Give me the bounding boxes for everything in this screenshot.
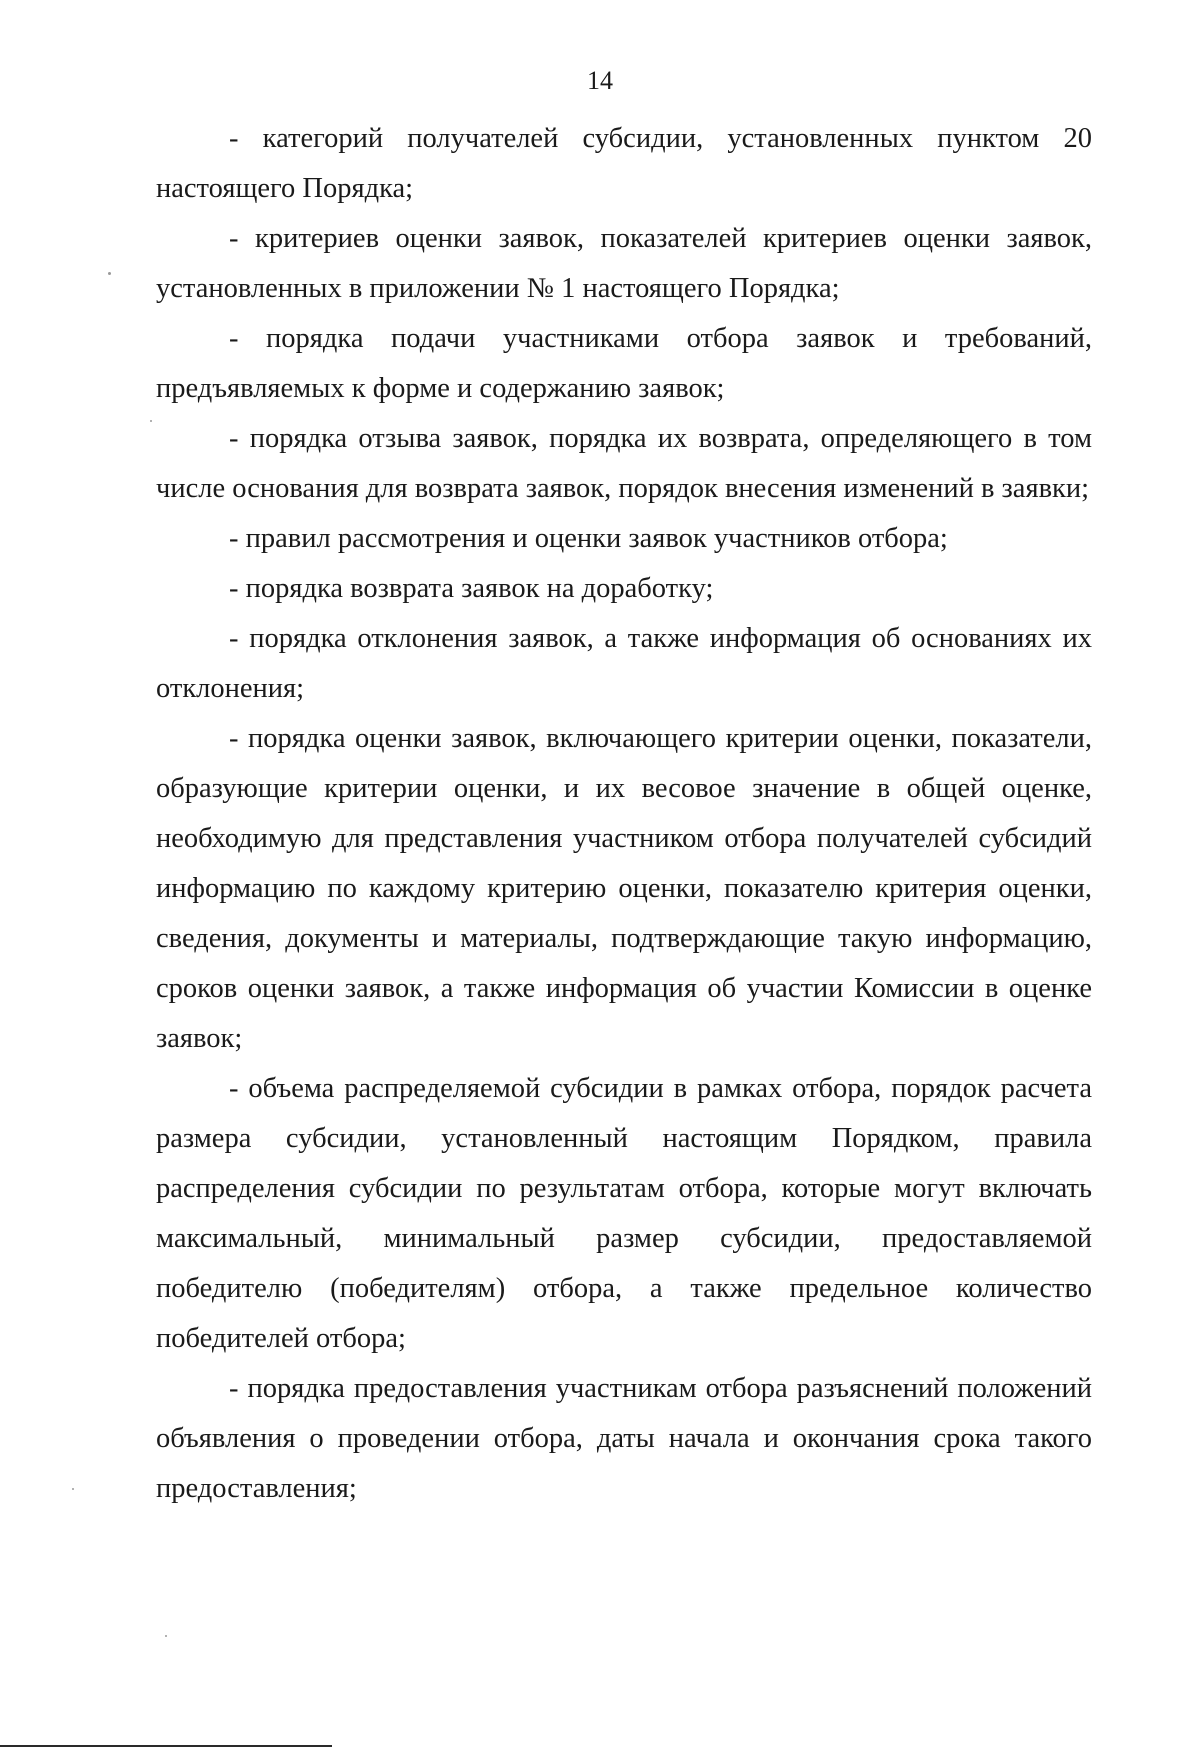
- scan-speck: [150, 420, 152, 422]
- scan-speck: [165, 1635, 167, 1637]
- page-number: 14: [587, 66, 613, 95]
- paragraph-evaluation-criteria: - критериев оценки заявок, показателей критериев оценки заявок, установленных в приложении № 1 настоящего Порядка;: [156, 223, 1092, 304]
- paragraph-rejection-procedure: - порядка отклонения заявок, а также информация об основаниях их отклонения;: [156, 623, 1092, 704]
- scan-edge-line: [0, 1745, 332, 1747]
- paragraph-assessment-procedure: - порядка оценки заявок, включающего критерии оценки, показатели, образующие критерии оценки, и их весовое значение в общей оценке, необходимую для представления участником отбора получателей субсидий информацию по каждому критерию оценки, показателю критерия оценки, сведения, документы и материалы, подтверждающие такую информацию, сроков оценки заявок, а также информация об участии Комиссии в оценке заявок;: [156, 723, 1092, 1054]
- paragraph-recipient-categories: - категорий получателей субсидии, установленных пунктом 20 настоящего Порядка;: [156, 123, 1092, 204]
- scan-speck: [72, 1488, 74, 1490]
- document-body: [156, 114, 1092, 1514]
- paragraph-withdrawal-procedure: - порядка отзыва заявок, порядка их возврата, определяющего в том числе основания для возврата заявок, порядок внесения изменений в заявки;: [156, 423, 1092, 504]
- scan-speck: [108, 272, 111, 275]
- paragraph-return-for-revision: - порядка возврата заявок на доработку;: [229, 573, 714, 604]
- paragraph-submission-procedure: - порядка подачи участниками отбора заявок и требований, предъявляемых к форме и содержанию заявок;: [156, 323, 1092, 404]
- paragraph-review-rules: - правил рассмотрения и оценки заявок участников отбора;: [229, 523, 948, 554]
- paragraph-clarifications-procedure: - порядка предоставления участникам отбора разъяснений положений объявления о проведении отбора, даты начала и окончания срока такого предоставления;: [156, 1373, 1092, 1504]
- paragraph-subsidy-volume: - объема распределяемой субсидии в рамках отбора, порядок расчета размера субсидии, установленный настоящим Порядком, правила распределения субсидии по результатам отбора, которые могут включать максимальный, минимальный размер субсидии, предоставляемой победителю (победителям) отбора, а также предельное количество победителей отбора;: [156, 1073, 1092, 1354]
